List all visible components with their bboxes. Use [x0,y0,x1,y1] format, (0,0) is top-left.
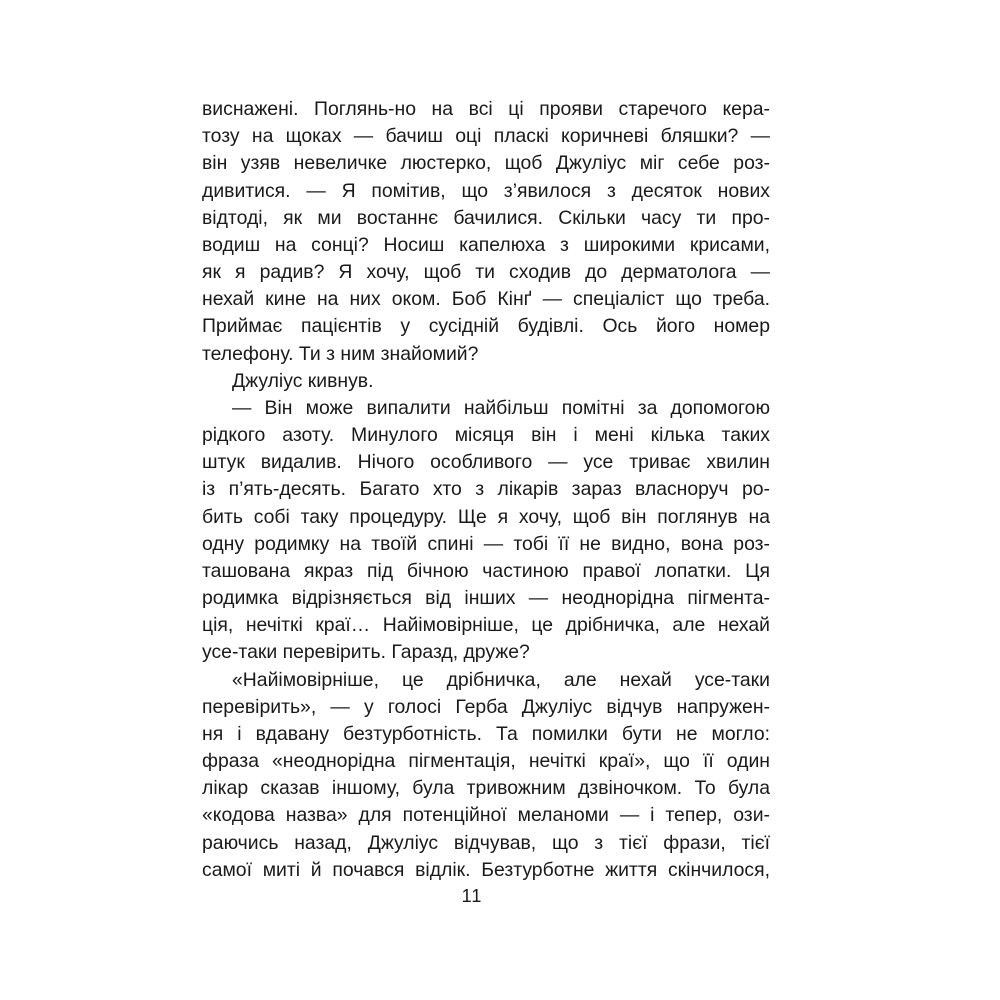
text-line: самої миті й почався відлік. Безтурботне життя скінчилося, [202,858,770,881]
text-line: лікар сказав іншому, була тривожним дзвіночком. То була [202,777,770,800]
text-line: він узяв невеличке люстерко, щоб Джуліус міг себе роз- [202,152,770,175]
text-line: одну родимку на твоїй спині — тобі її не видно, вона роз- [202,532,770,555]
text-line: штук видалив. Нічого особливого — усе триває хвилин [202,451,770,474]
text-line: перевірить», — у голосі Герба Джуліус відчув напружен- [202,695,770,718]
text-line: — Він може випалити найбільш помітні за допомогою [232,396,770,419]
page-number: 11 [461,886,483,906]
text-line: Джуліус кивнув. [232,369,374,392]
text-line: Приймає пацієнтів у сусідній будівлі. Ось його номер [202,315,770,338]
text-line: родимка відрізняється від інших — неоднорідна пігмента- [202,587,770,610]
text-line: нехай кине на них оком. Боб Кінґ — спеціаліст що треба. [202,288,770,311]
text-line: фраза «неоднорідна пігментація, нечіткі краї», що її один [202,750,770,773]
text-line: із п’ять-десять. Багато хто з лікарів зараз власноруч ро- [202,478,770,501]
text-line: «Найімовірніше, це дрібничка, але нехай усе-таки [232,668,770,691]
text-line: телефону. Ти з ним знайомий? [202,342,479,365]
text-line: відтоді, як ми востаннє бачилися. Скільки часу ти про- [202,206,770,229]
text-line: ня і вдавану безтурботність. Та помилки бути не могло: [202,722,770,745]
text-line: дивитися. — Я помітив, що з’явилося з десяток нових [202,179,770,202]
text-line: тозу на щоках — бачиш оці пласкі коричневі бляшки? — [202,125,770,148]
text-line: як я радив? Я хочу, щоб ти сходив до дерматолога — [202,261,770,284]
text-line: водиш на сонці? Носиш капелюха з широкими крисами, [202,233,770,256]
book-page-text [202,96,770,896]
text-line: бить собі таку процедуру. Ще я хочу, щоб він поглянув на [202,505,770,528]
text-line: ташована якраз під бічною частиною правої лопатки. Ця [202,559,770,582]
text-line: раючись назад, Джуліус відчував, що з тієї фрази, тієї [202,831,770,854]
text-line: усе-таки перевірить. Гаразд, друже? [202,641,530,664]
text-line: «кодова назва» для потенційної меланоми — і тепер, ози- [202,804,770,827]
text-line: виснажені. Поглянь-но на всі ці прояви старечого кера- [202,98,770,120]
text-line: рідкого азоту. Минулого місяця він і мені кілька таких [202,424,770,447]
text-line: ція, нечіткі краї… Найімовірніше, це дрібничка, але нехай [202,614,770,637]
